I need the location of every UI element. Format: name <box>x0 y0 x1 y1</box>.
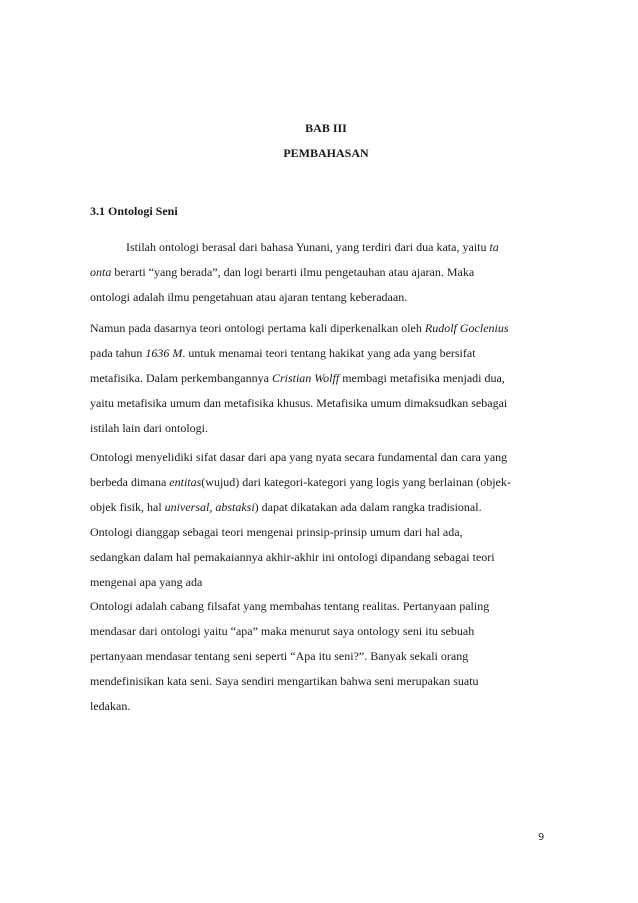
paragraph-line <box>90 495 550 520</box>
text-run: , <box>209 500 216 514</box>
italic-term: abstaksi <box>215 500 255 514</box>
paragraph-line: ontologi adalah ilmu pengetahuan atau ajaran tentang keberadaan. <box>90 290 408 304</box>
paragraph-line <box>90 260 550 285</box>
text-run: ) dapat dikatakan ada dalam rangka tradisional. <box>254 500 482 514</box>
paragraph-line: mendefinisikan kata seni. Saya sendiri mengartikan bahwa seni merupakan suatu <box>90 674 479 688</box>
paragraph-line: mengenai apa yang ada <box>90 575 203 589</box>
paragraph-line: Ontologi adalah cabang filsafat yang membahas tentang realitas. Pertanyaan paling <box>90 599 490 613</box>
paragraph-line: Ontologi menyelidiki sifat dasar dari apa yang nyata secara fundamental dan cara yang <box>90 450 508 464</box>
italic-term: ta <box>486 240 499 254</box>
text-run: Istilah ontologi berasal dari bahasa Yunani, yang terdiri dari dua kata, yaitu <box>126 240 487 254</box>
chapter-label: BAB III <box>305 121 347 135</box>
text-run: . untuk menamai teori tentang hakikat yang ada yang bersifat <box>182 346 476 360</box>
italic-term: entitas <box>169 475 202 489</box>
italic-term: universal <box>164 500 210 514</box>
paragraph-line: yaitu metafisika umum dan metafisika khusus. Metafisika umum dimaksudkan sebagai <box>90 396 508 410</box>
section-heading: 3.1 Ontologi Seni <box>90 204 178 218</box>
text-run: berarti “yang berada”, dan logi berarti ilmu pengetauhan atau ajaran. Maka <box>111 265 475 279</box>
chapter-title: PEMBAHASAN <box>283 146 369 160</box>
text-run: pada tahun <box>90 346 143 360</box>
paragraph-line <box>90 366 550 391</box>
text-run: metafisika. Dalam perkembangannya <box>90 371 269 385</box>
text-run: Namun pada dasarnya teori ontologi pertama kali diperkenalkan oleh <box>90 321 422 335</box>
paragraph-line: sedangkan dalam hal pemakaiannya akhir-akhir ini ontologi dipandang sebagai teori <box>90 550 495 564</box>
italic-year: 1636 M <box>145 346 183 360</box>
paragraph-line: ledakan. <box>90 699 131 713</box>
paragraph-4 <box>90 594 550 719</box>
text-run: objek fisik, hal <box>90 500 162 514</box>
text-run: (wujud) dari kategori-kategori yang logis yang berlainan (objek- <box>201 475 511 489</box>
paragraph-3 <box>90 445 550 595</box>
paragraph-line <box>90 341 550 366</box>
paragraph-line <box>90 470 550 495</box>
paragraph-2 <box>90 316 550 441</box>
italic-name: Cristian Wolff <box>271 371 340 385</box>
paragraph-line <box>90 316 550 341</box>
text-run: membagi metafisika menjadi dua, <box>339 371 505 385</box>
paragraph-line: mendasar dari ontologi yaitu “apa” maka menurut saya ontology seni itu sebuah <box>90 624 475 638</box>
paragraph-line: pertanyaan mendasar tentang seni seperti “Apa itu seni?”. Banyak sekali orang <box>90 649 469 663</box>
italic-term: onta <box>90 265 112 279</box>
text-run: berbeda dimana <box>90 475 167 489</box>
paragraph-line: istilah lain dari ontologi. <box>90 421 208 435</box>
paragraph-line: Ontologi dianggap sebagai teori mengenai prinsip-prinsip umum dari hal ada, <box>90 525 463 539</box>
paragraph-1 <box>90 235 550 310</box>
page-number: 9 <box>538 832 545 843</box>
paragraph-line <box>90 235 550 260</box>
italic-name: Rudolf Goclenius <box>424 321 509 335</box>
